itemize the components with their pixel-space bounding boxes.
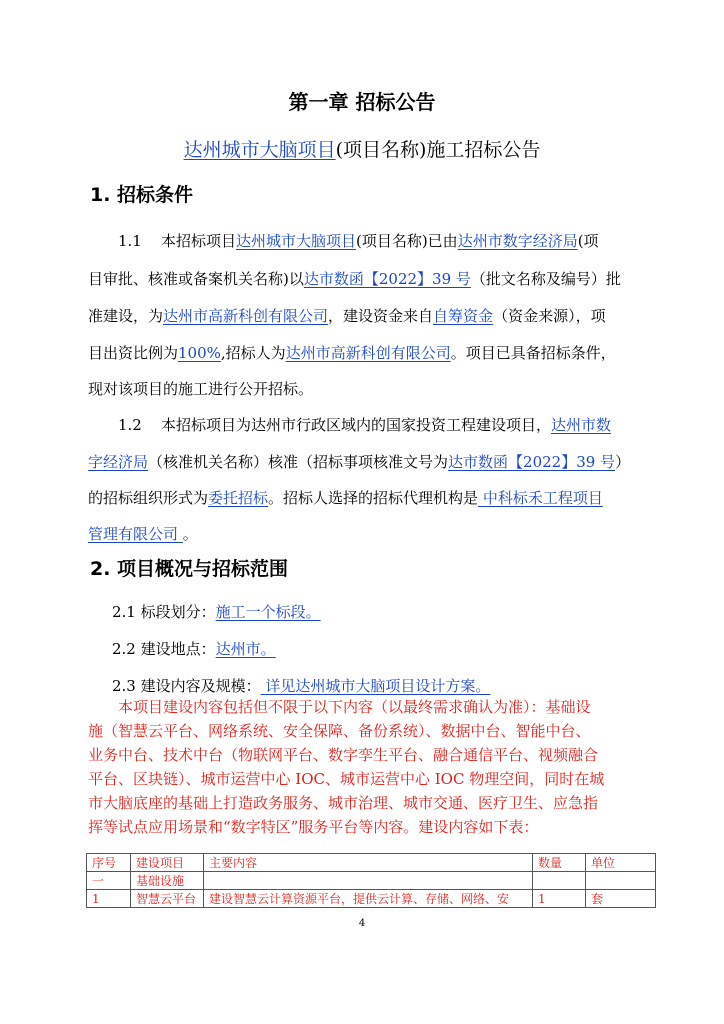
p12-text: 。招标人选择的招标代理机构是 bbox=[268, 489, 479, 507]
announcement-title-rest: (项目名称)施工招标公告 bbox=[335, 139, 541, 161]
table-cell: 智慧云平台 bbox=[131, 890, 204, 908]
table-cell: 基础设施 bbox=[131, 872, 204, 890]
p11-ratio: 100% bbox=[178, 344, 221, 362]
table-cell bbox=[204, 872, 533, 890]
table-header-row bbox=[87, 854, 656, 872]
p11-number: 1.1 bbox=[118, 232, 142, 250]
chapter-title: 第一章 招标公告 bbox=[288, 90, 436, 114]
scope-line-3: 业务中台、技术中台（物联网平台、数字孪生平台、融合通信平台、视频融合 bbox=[88, 746, 599, 764]
p11-line2 bbox=[88, 268, 621, 289]
item-2-2 bbox=[112, 638, 276, 659]
table-cell: 套 bbox=[586, 890, 656, 908]
p11-doc-number: 达市数函【2022】39 号 bbox=[303, 270, 471, 288]
item-value: 施工一个标段。 bbox=[215, 603, 321, 621]
table-header-cell: 数量 bbox=[533, 854, 586, 872]
p12-agency: 管理有限公司 bbox=[88, 525, 183, 543]
p11-text: (项目名称)已由 bbox=[355, 232, 458, 250]
p11-line4 bbox=[88, 342, 616, 363]
table-cell: 1 bbox=[533, 890, 586, 908]
p11-text: 目出资比例为 bbox=[88, 344, 179, 362]
p11-line5: 现对该项目的施工进行公开招标。 bbox=[88, 380, 314, 398]
p11-text: （资金来源），项 bbox=[493, 307, 606, 325]
p11-text: ，建设资金来自 bbox=[328, 307, 434, 325]
item-label: 2.3 建设内容及规模： bbox=[112, 677, 261, 695]
page-number: 4 bbox=[358, 918, 366, 929]
scope-line-2: 施（智慧云平台、网络系统、安全保障、备份系统）、数据中台、智能中台、 bbox=[88, 722, 591, 740]
section2-heading: 2. 项目概况与招标范围 bbox=[90, 558, 289, 580]
table-cell: 建设智慧云计算资源平台，提供云计算、存储、网络、安 bbox=[204, 890, 533, 908]
p12-line3 bbox=[88, 487, 603, 508]
announcement-title bbox=[0, 135, 724, 162]
p11-fund: 自筹资金 bbox=[433, 307, 494, 325]
table-header-cell: 序号 bbox=[87, 854, 131, 872]
p11-line3 bbox=[88, 305, 606, 326]
p12-approver: 字经济局 bbox=[88, 453, 149, 471]
item-2-3 bbox=[112, 675, 490, 696]
p11-text: （批文名称及编号）批 bbox=[470, 270, 621, 288]
project-name-link: 达州城市大脑项目 bbox=[183, 139, 336, 161]
p11-company: 达州市高新科创有限公司 bbox=[163, 307, 329, 325]
p11-line1 bbox=[118, 230, 599, 251]
scope-line-5: 市大脑底座的基础上打造政务服务、城市治理、城市交通、医疗卫生、应急指 bbox=[88, 794, 599, 812]
table-header-cell: 单位 bbox=[586, 854, 656, 872]
table-row bbox=[87, 872, 656, 890]
scope-line-6: 挥等试点应用场景和“数字特区”服务平台等内容。建设内容如下表： bbox=[88, 818, 539, 836]
p12-approver: 达州市数 bbox=[550, 416, 611, 434]
p11-text: 本招标项目 bbox=[160, 232, 236, 250]
p11-text: 准建设，为 bbox=[88, 307, 164, 325]
p12-line2 bbox=[88, 451, 630, 472]
p12-agency: 中科标禾工程项目 bbox=[478, 489, 603, 507]
p11-tenderer: 达州市高新科创有限公司 bbox=[285, 344, 451, 362]
item-2-1 bbox=[112, 601, 321, 622]
section1-heading: 1. 招标条件 bbox=[90, 184, 194, 206]
p12-line1 bbox=[118, 414, 611, 435]
p11-text: 目审批、核准或备案机关名称)以 bbox=[88, 270, 304, 288]
item-value: 详见达州城市大脑项目设计方案。 bbox=[260, 677, 491, 695]
scope-line-4: 平台、区块链）、城市运营中心 IOC、城市运营中心 IOC 物理空间，同时在城 bbox=[88, 770, 605, 788]
p12-text: 的招标组织形式为 bbox=[88, 489, 209, 507]
p12-form: 委托招标 bbox=[208, 489, 269, 507]
table-cell: 一 bbox=[87, 872, 131, 890]
p12-text: ） bbox=[615, 453, 631, 471]
p12-line4 bbox=[88, 523, 198, 544]
table-header-cell: 建设项目 bbox=[131, 854, 204, 872]
p12-number: 1.2 bbox=[118, 416, 142, 434]
item-value: 达州市。 bbox=[215, 640, 276, 658]
table-cell bbox=[533, 872, 586, 890]
p12-text: 。 bbox=[182, 525, 198, 543]
p11-text: (项 bbox=[577, 232, 599, 250]
p11-project: 达州城市大脑项目 bbox=[235, 232, 356, 250]
table-cell: 1 bbox=[87, 890, 131, 908]
table-header-cell: 主要内容 bbox=[204, 854, 533, 872]
scope-line-1: 本项目建设内容包括但不限于以下内容（以最终需求确认为准）：基础设 bbox=[118, 698, 591, 716]
item-label: 2.2 建设地点： bbox=[112, 640, 216, 658]
construction-content-table bbox=[86, 853, 656, 908]
table-row bbox=[87, 890, 656, 908]
p12-text: （核准机关名称）核准（招标事项核准文号为 bbox=[148, 453, 449, 471]
p12-text: 本招标项目为达州市行政区域内的国家投资工程建设项目， bbox=[160, 416, 551, 434]
p11-text: ,招标人为 bbox=[220, 344, 286, 362]
p12-doc-number: 达市数函【2022】39 号 bbox=[448, 453, 616, 471]
p11-text: 。项目已具备招标条件， bbox=[450, 344, 616, 362]
item-label: 2.1 标段划分： bbox=[112, 603, 216, 621]
table-cell bbox=[586, 872, 656, 890]
p11-approver: 达州市数字经济局 bbox=[457, 232, 578, 250]
